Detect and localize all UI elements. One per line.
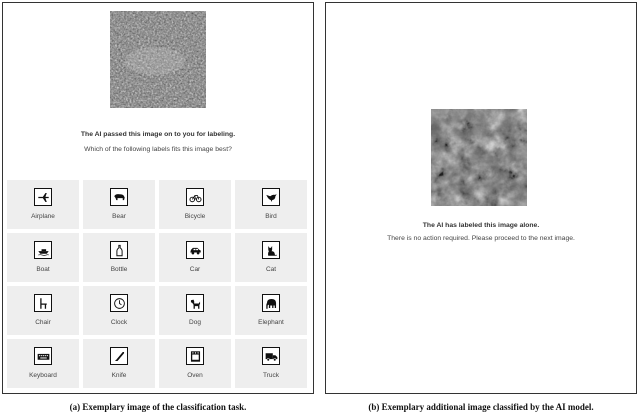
- boat-icon: [34, 241, 52, 259]
- label-option-oven[interactable]: [159, 339, 231, 388]
- label-option-bicycle[interactable]: [159, 180, 231, 229]
- elephant-icon: [262, 294, 280, 312]
- label-text: Bear: [112, 213, 126, 220]
- label-text: Knife: [111, 372, 127, 379]
- panel-b-subtitle: There is no action required. Please proceed to the next image.: [387, 235, 575, 242]
- truck-icon: [262, 347, 280, 365]
- label-text: Chair: [35, 319, 51, 326]
- image-to-label: [110, 11, 206, 108]
- classification-panel: [2, 2, 314, 394]
- label-option-truck[interactable]: [235, 339, 307, 388]
- ai-labeled-image: [431, 109, 527, 206]
- label-option-dog[interactable]: [159, 286, 231, 335]
- clock-icon: [110, 294, 128, 312]
- label-text: Bottle: [110, 266, 128, 273]
- label-option-chair[interactable]: [7, 286, 79, 335]
- label-option-boat[interactable]: [7, 233, 79, 282]
- chair-icon: [34, 294, 52, 312]
- label-option-keyboard[interactable]: [7, 339, 79, 388]
- bottle-icon: [110, 241, 128, 259]
- panel-b-title: The AI has labeled this image alone.: [422, 222, 540, 229]
- caption-a: (a) Exemplary image of the classification task.: [69, 402, 247, 412]
- label-option-airplane[interactable]: [7, 180, 79, 229]
- oven-icon: [186, 347, 204, 365]
- label-grid: [7, 180, 309, 388]
- label-text: Airplane: [31, 213, 55, 220]
- label-option-car[interactable]: [159, 233, 231, 282]
- bear-icon: [110, 188, 128, 206]
- label-option-knife[interactable]: [83, 339, 155, 388]
- label-text: Bicycle: [184, 213, 206, 220]
- label-option-bottle[interactable]: [83, 233, 155, 282]
- label-text: Boat: [36, 266, 50, 273]
- bicycle-icon: [186, 188, 204, 206]
- label-text: Oven: [187, 372, 203, 379]
- label-option-cat[interactable]: [235, 233, 307, 282]
- label-text: Dog: [189, 319, 201, 326]
- label-option-clock[interactable]: [83, 286, 155, 335]
- panel-a-title: The AI passed this image on to you for labeling.: [80, 131, 236, 138]
- panel-a-subtitle: Which of the following labels fits this image best?: [84, 146, 232, 153]
- knife-icon: [110, 347, 128, 365]
- caption-b: (b) Exemplary additional image classified by the AI model.: [368, 402, 594, 412]
- label-text: Truck: [262, 372, 279, 379]
- cat-icon: [262, 241, 280, 259]
- label-text: Car: [189, 266, 201, 273]
- label-text: Bird: [265, 213, 277, 220]
- label-option-bird[interactable]: [235, 180, 307, 229]
- label-text: Keyboard: [29, 372, 57, 379]
- label-text: Cat: [265, 266, 277, 273]
- label-option-bear[interactable]: [83, 180, 155, 229]
- ai-labeled-panel: [325, 2, 637, 394]
- label-option-elephant[interactable]: [235, 286, 307, 335]
- bird-icon: [262, 188, 280, 206]
- airplane-icon: [34, 188, 52, 206]
- dog-icon: [186, 294, 204, 312]
- keyboard-icon: [34, 347, 52, 365]
- label-text: Elephant: [258, 319, 284, 326]
- label-text: Clock: [110, 319, 128, 326]
- car-icon: [186, 241, 204, 259]
